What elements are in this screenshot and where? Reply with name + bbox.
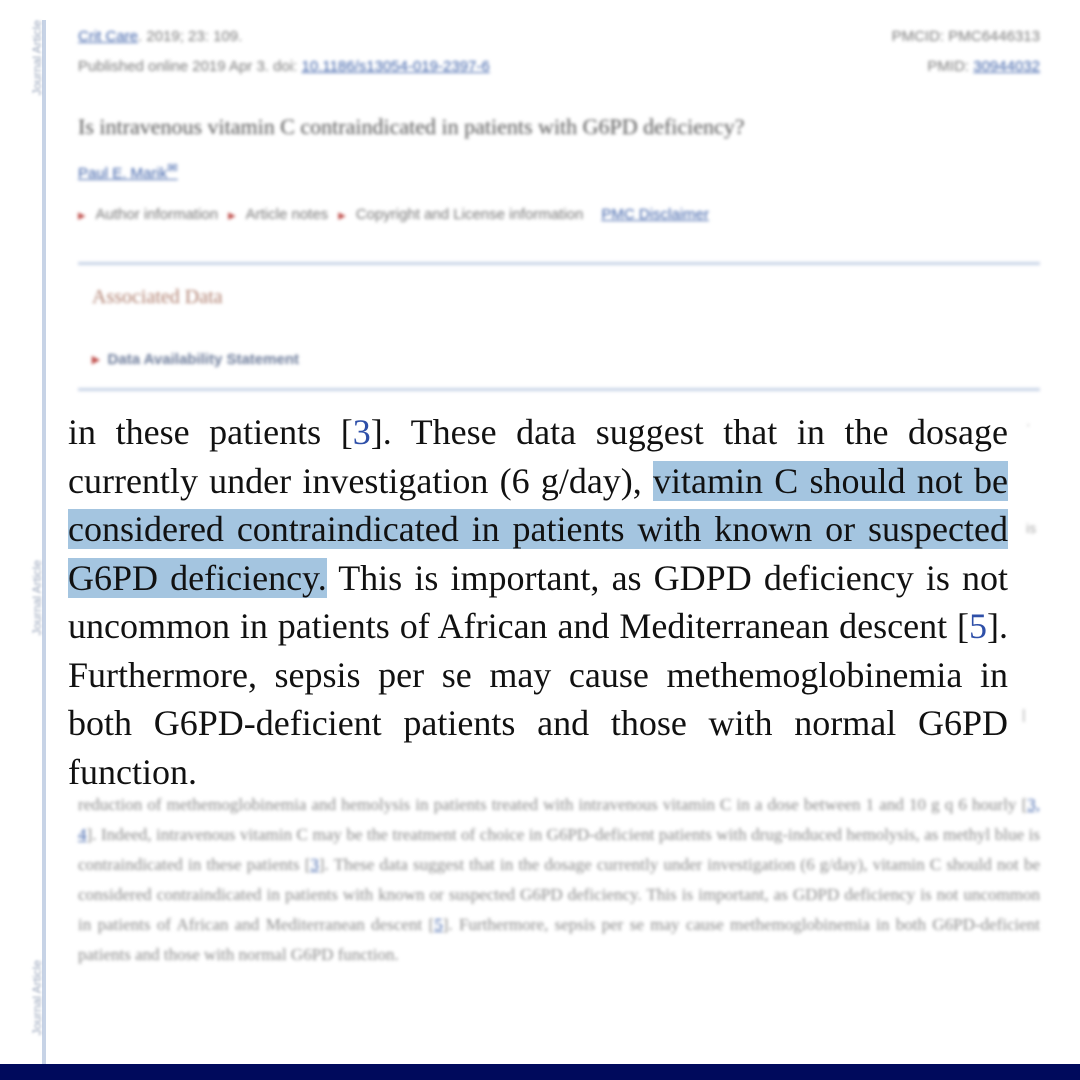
highlighted-text: vitamin C should not be considered contraindicated in patients with known or suspected G6PD deficiency. [68,460,1008,598]
citation-block [78,22,490,82]
ghost-text: · [1026,416,1031,432]
author-information-link[interactable]: Author information [95,206,219,223]
article-notes-link[interactable]: Article notes [245,206,329,223]
published-text: Published online 2019 Apr 3. doi: [78,58,302,75]
copyright-link[interactable]: Copyright and License information [355,206,584,223]
zoomed-excerpt [68,408,1008,796]
doi-link[interactable]: 10.1186/s13054-019-2397-6 [301,58,490,75]
data-availability-item[interactable] [92,350,299,368]
excerpt-text: ]. Furthermore, sepsis per se may cause methemoglobinemia in both G6PD-deficient patients and those with normal G6PD function. [68,606,1008,792]
ghost-text: is [1026,520,1037,536]
paragraph-text: reduction of methemoglobinemia and hemolysis in patients treated with intravenous vitamin C in a dose between 1 and 10 g q 6 hourly [ [78,795,1028,814]
bottom-bar [0,1064,1080,1080]
reference-link[interactable]: 3 [352,412,371,452]
associated-data-heading: Associated Data [92,286,223,308]
journal-link[interactable]: Crit Care [78,28,139,45]
article-header [0,0,1080,420]
reference-link[interactable]: 3, 4 [78,795,1040,844]
excerpt-text: ]. These data suggest that in the dosage currently under investigation (6 g/day), [68,412,1009,501]
data-availability-label[interactable]: Data Availability Statement [107,351,299,368]
reference-link[interactable]: 5 [434,915,443,934]
citation-text: . 2019; 23: 109. [138,28,243,45]
pmcid-text: PMCID: PMC6446313 [891,28,1040,45]
bullet-icon: ▸ [78,207,86,224]
bullet-icon: ▸ [228,207,236,224]
divider [78,388,1040,391]
author-name[interactable]: Paul E. Marik [78,165,168,182]
rail-label: Journal Article [30,560,44,636]
paragraph-text: ]. Furthermore, sepsis per se may cause methemoglobinemia in both G6PD-deficient patients and those with normal G6PD function. [78,915,1041,964]
pmid-label: PMID: [927,58,974,75]
reference-link[interactable]: 5 [969,606,987,646]
bullet-icon: ▸ [338,207,346,224]
excerpt-text: This is important, as GDPD deficiency is not uncommon in patients of African and Mediterranean descent [ [68,557,1008,646]
paragraph-text: ]. These data suggest that in the dosage currently under investigation (6 g/day), vitamin C should not be considered contraindicated in patients with known or suspected G6PD deficiency. This is important, as GDPD deficiency is not uncommon in patients of African and Mediterranean descent [ [78,855,1040,934]
background-paragraph [78,790,1040,970]
divider [78,262,1040,265]
excerpt-text: in these patients [ [68,412,353,452]
rail-label: Journal Article [30,20,44,96]
ghost-text: | [1022,706,1026,722]
meta-links [78,206,709,224]
rail-label: Journal Article [30,960,44,1036]
id-block [892,22,1040,82]
author-link[interactable] [78,160,178,182]
email-icon[interactable]: ✉ [167,161,178,175]
reference-link[interactable]: 3 [310,855,319,874]
pmid-link[interactable]: 30944032 [973,58,1040,75]
article-title: Is intravenous vitamin C contraindicated in patients with G6PD deficiency? [78,114,745,139]
bullet-icon: ▸ [92,351,100,368]
paragraph-text: ]. Indeed, intravenous vitamin C may be the treatment of choice in G6PD-deficient patients with drug-induced hemolysis, as methyl blue is contraindicated in these patients [ [78,825,1040,874]
pmc-disclaimer-link[interactable]: PMC Disclaimer [601,206,709,223]
